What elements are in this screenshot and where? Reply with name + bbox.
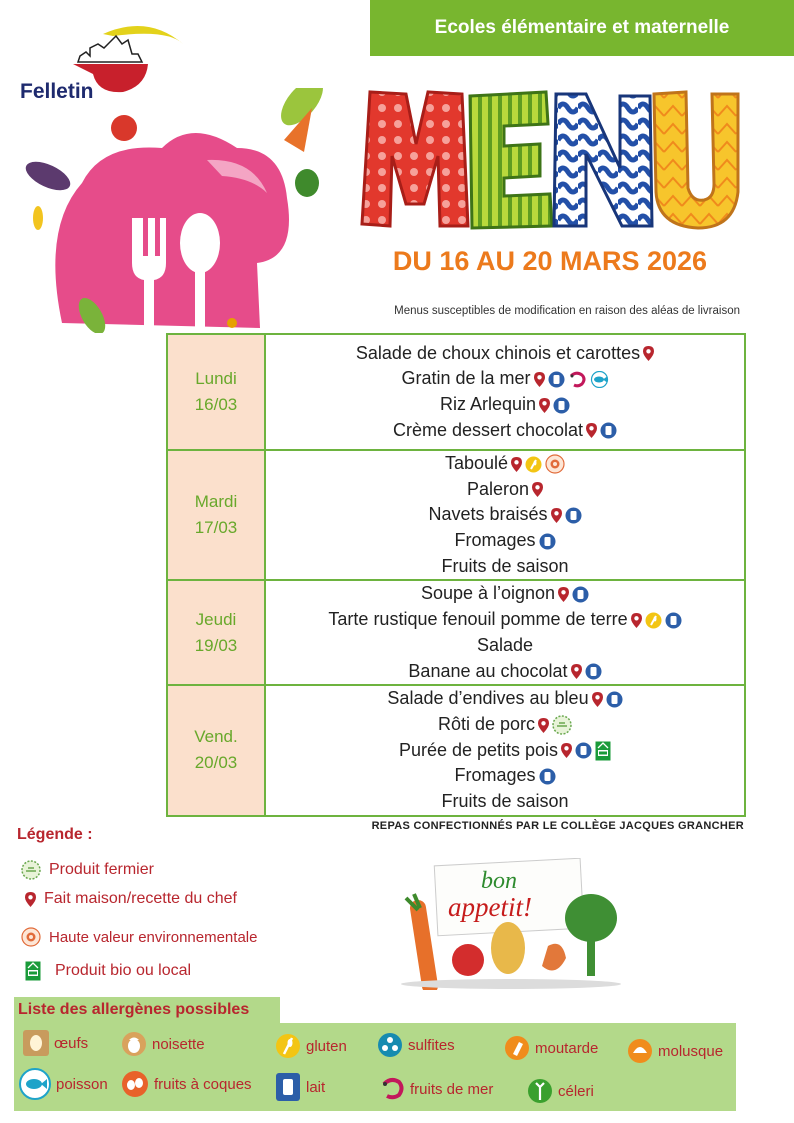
legend-item-homemade xyxy=(22,890,237,908)
allergen-label: poisson xyxy=(56,1075,108,1093)
day-name: Mardi xyxy=(194,492,238,512)
mustard-icon xyxy=(504,1035,530,1061)
location-pin-icon xyxy=(511,457,522,472)
day-row xyxy=(167,580,745,685)
location-pin-icon xyxy=(538,718,549,733)
allergen-list-title: Liste des allergènes possibles xyxy=(14,997,280,1023)
organic-icon xyxy=(595,741,611,761)
allergen-fruits-a-coques xyxy=(118,1070,252,1098)
allergen-label: gluten xyxy=(306,1037,347,1055)
hazelnut-icon xyxy=(121,1031,147,1057)
dish-name: Navets braisés xyxy=(428,504,548,525)
day-name: Vend. xyxy=(194,727,238,747)
fish-icon xyxy=(590,371,609,388)
milk-icon xyxy=(548,371,565,388)
letter-u xyxy=(654,92,738,228)
bon-text: bon xyxy=(481,868,517,894)
allergen-label: fruits à coques xyxy=(154,1075,252,1093)
milk-icon xyxy=(585,663,602,680)
allergen-poisson xyxy=(16,1068,108,1100)
legend-label: Haute valeur environnementale xyxy=(49,928,258,946)
allergen-label: céleri xyxy=(558,1082,594,1100)
wheat-icon xyxy=(645,612,662,629)
day-cell xyxy=(167,580,265,685)
letter-n xyxy=(554,94,652,226)
legend-item-hve xyxy=(18,927,257,947)
location-pin-icon xyxy=(643,346,654,361)
hve-icon xyxy=(21,927,41,947)
day-cell xyxy=(167,685,265,815)
dishes-cell xyxy=(265,334,745,450)
allergen-oeufs xyxy=(20,1030,88,1056)
dish-name: Tarte rustique fenouil pomme de terre xyxy=(328,609,628,630)
location-pin-icon xyxy=(571,664,582,679)
dish-item xyxy=(266,392,744,418)
bon-appetit-illustration xyxy=(386,858,636,990)
day-row xyxy=(167,685,745,815)
allergen-molusque xyxy=(624,1038,723,1064)
dish-item xyxy=(266,451,744,477)
allergen-label: noisette xyxy=(152,1035,205,1053)
allergen-label: moutarde xyxy=(535,1039,599,1057)
dish-item xyxy=(266,738,744,764)
allergen-gluten xyxy=(272,1033,347,1059)
letter-m xyxy=(362,92,468,226)
dish-item xyxy=(266,554,744,580)
dish-name: Fruits de saison xyxy=(441,790,569,811)
menu-dates: DU 16 AU 20 MARS 2026 xyxy=(392,246,708,276)
allergen-celeri xyxy=(524,1078,594,1104)
location-pin-icon xyxy=(558,587,569,602)
allergen-noisette xyxy=(118,1031,205,1057)
shell-icon xyxy=(627,1038,653,1064)
day-row xyxy=(167,450,745,580)
day-date: 20/03 xyxy=(194,753,238,773)
dishes-cell xyxy=(265,580,745,685)
hve-icon xyxy=(545,454,565,474)
milk-icon xyxy=(275,1072,301,1102)
day-date: 17/03 xyxy=(194,518,238,538)
kitchen-credit: REPAS CONFECTIONNÉS PAR LE COLLÈGE JACQUES GRANCHER xyxy=(371,820,744,832)
day-name: Jeudi xyxy=(195,609,237,629)
dish-item xyxy=(266,341,744,367)
dish-item xyxy=(266,686,744,712)
day-cell xyxy=(167,334,265,450)
farm-product-icon xyxy=(21,860,41,880)
dish-item xyxy=(266,528,744,554)
dish-name: Banane au chocolat xyxy=(408,660,568,681)
dish-name: Fromages xyxy=(454,530,536,551)
allergen-fruits-de-mer xyxy=(376,1076,493,1102)
allergen-label: molusque xyxy=(658,1042,724,1060)
nuts-icon xyxy=(121,1070,149,1098)
location-pin-icon xyxy=(532,482,543,497)
dishes-cell xyxy=(265,450,745,580)
celery-icon xyxy=(527,1078,553,1104)
location-pin-icon xyxy=(592,692,603,707)
allergen-sulfites xyxy=(374,1032,455,1058)
letter-e xyxy=(470,92,552,228)
dish-name: Soupe à l’oignon xyxy=(420,583,556,604)
molecule-icon xyxy=(377,1032,403,1058)
delivery-notice: Menus susceptibles de modification en raison des aléas de livraison xyxy=(394,305,740,317)
legend-item-fermier xyxy=(18,860,154,880)
dish-item xyxy=(266,366,744,392)
egg-icon xyxy=(23,1030,49,1056)
allergen-label: lait xyxy=(306,1078,326,1096)
shrimp-icon xyxy=(568,371,587,388)
location-pin-icon xyxy=(561,743,572,758)
dish-item xyxy=(266,607,744,633)
dish-name: Salade d’endives au bleu xyxy=(387,688,589,709)
dish-name: Salade de choux chinois et carottes xyxy=(355,342,641,363)
logo-text: Felletin xyxy=(20,80,94,103)
dish-item xyxy=(266,477,744,503)
dish-name: Purée de petits pois xyxy=(398,739,559,760)
location-pin-icon xyxy=(586,423,597,438)
milk-icon xyxy=(600,422,617,439)
farm-product-icon xyxy=(552,715,572,735)
wheat-icon xyxy=(275,1033,301,1059)
location-pin-icon xyxy=(25,892,36,907)
dish-name: Taboulé xyxy=(444,453,509,473)
location-pin-icon xyxy=(534,372,545,387)
day-date: 19/03 xyxy=(194,635,238,655)
milk-icon xyxy=(606,691,623,708)
allergen-moutarde xyxy=(501,1035,598,1061)
day-cell xyxy=(167,450,265,580)
dish-item xyxy=(266,789,744,815)
milk-icon xyxy=(565,507,582,524)
dish-name: Crème dessert chocolat xyxy=(392,419,584,440)
milk-icon xyxy=(665,612,682,629)
legend-label: Fait maison/recette du chef xyxy=(44,890,237,907)
dish-name: Paleron xyxy=(466,478,530,499)
dish-name: Rôti de porc xyxy=(437,713,536,734)
day-date: 16/03 xyxy=(194,395,238,414)
shrimp-icon xyxy=(379,1076,405,1102)
dish-name: Riz Arlequin xyxy=(439,394,537,414)
dish-name: Gratin de la mer xyxy=(401,368,531,389)
allergen-label: sulfites xyxy=(408,1036,455,1054)
day-row xyxy=(167,334,745,450)
dish-name: Fruits de saison xyxy=(441,555,569,576)
milk-icon xyxy=(575,742,592,759)
location-pin-icon xyxy=(551,508,562,523)
location-pin-icon xyxy=(631,613,642,628)
fish-icon xyxy=(19,1068,51,1100)
dish-name: Salade xyxy=(476,634,534,655)
organic-icon xyxy=(25,961,41,981)
allergen-list xyxy=(14,1023,736,1111)
legend-label: Produit bio ou local xyxy=(55,962,192,979)
milk-icon xyxy=(553,397,570,414)
dish-item xyxy=(266,659,744,685)
location-pin-icon xyxy=(539,398,550,413)
dish-item xyxy=(266,763,744,789)
chef-hat-illustration xyxy=(22,88,332,333)
dish-item xyxy=(266,418,744,444)
allergen-lait xyxy=(272,1072,325,1102)
appetit-text: appetit! xyxy=(448,892,532,922)
wheat-icon xyxy=(525,456,542,473)
milk-icon xyxy=(539,768,556,785)
dish-item xyxy=(266,633,744,659)
legend-label: Produit fermier xyxy=(49,861,154,878)
day-name: Lundi xyxy=(195,369,237,388)
legend-item-bio xyxy=(22,961,191,981)
weekly-menu-table xyxy=(166,333,746,817)
milk-icon xyxy=(539,533,556,550)
dish-name: Fromages xyxy=(454,765,536,786)
dishes-cell xyxy=(265,685,745,815)
dish-item xyxy=(266,502,744,528)
school-banner: Ecoles élémentaire et maternelle xyxy=(370,0,794,56)
allergen-label: fruits de mer xyxy=(410,1080,494,1098)
dish-item xyxy=(266,581,744,607)
allergen-label: œufs xyxy=(54,1034,89,1052)
menu-title-lettering xyxy=(358,84,740,234)
dish-item xyxy=(266,712,744,738)
legend-title: Légende : xyxy=(17,826,93,843)
milk-icon xyxy=(572,586,589,603)
